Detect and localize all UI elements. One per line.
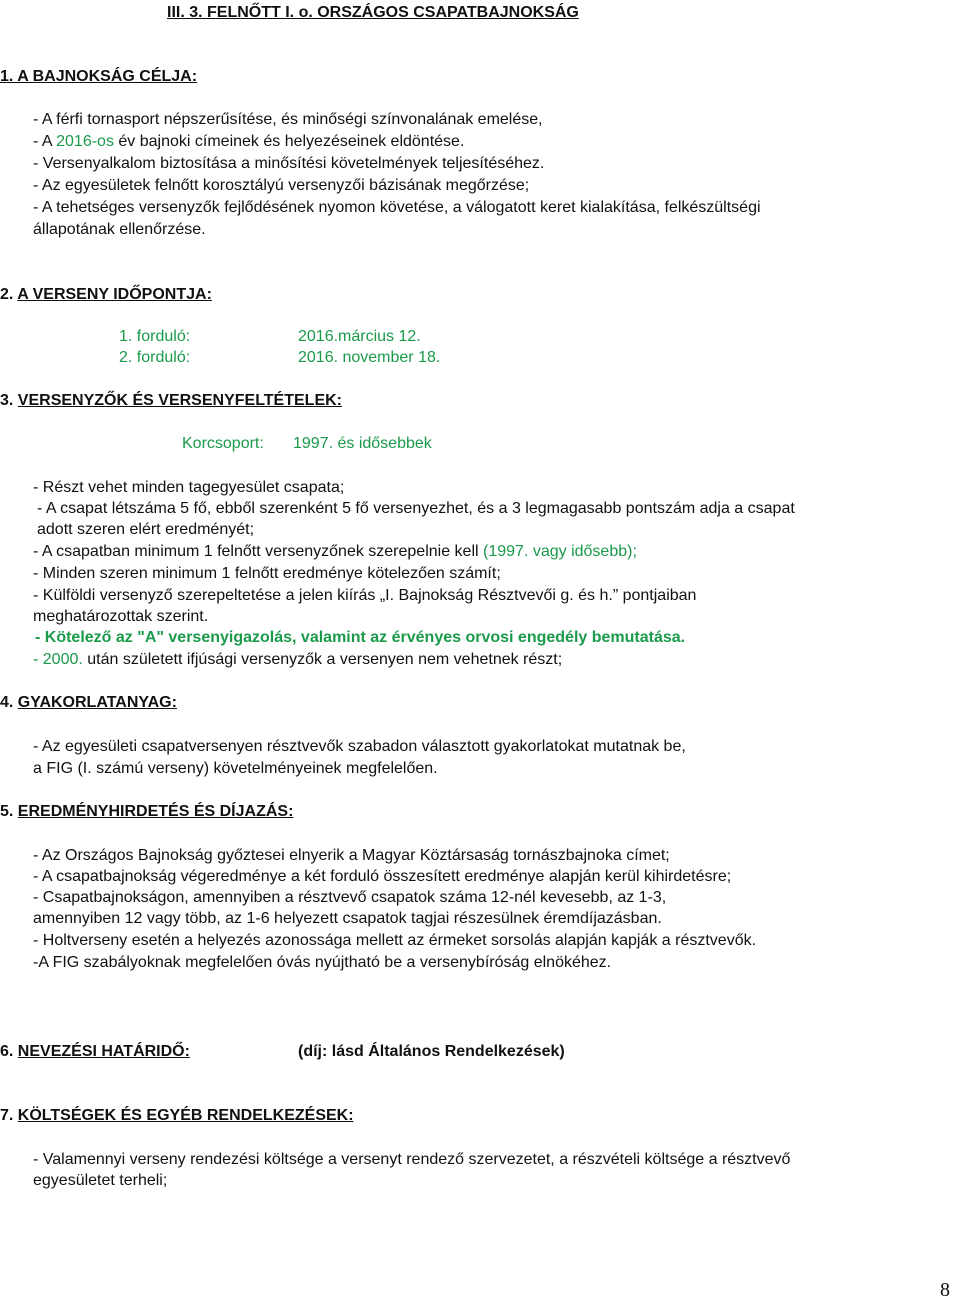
section-3-line-3: adott szeren elért eredményét; — [37, 521, 255, 538]
round-2-label: 2. forduló: — [119, 349, 191, 366]
section-7-heading: 7. KÖLTSÉGEK ÉS EGYÉB RENDELKEZÉSEK: — [0, 1107, 354, 1124]
section-6-heading: 6. NEVEZÉSI HATÁRIDŐ: — [0, 1043, 190, 1060]
section-1-line-4: - Az egyesületek felnőtt korosztályú versenyzői bázisának megőrzése; — [33, 177, 530, 194]
section-1-line-2: - A 2016-os év bajnoki címeinek és helyezéseinek eldöntése. — [33, 133, 465, 150]
section-3-heading: 3. VERSENYZŐK ÉS VERSENYFELTÉTELEK: — [0, 392, 342, 409]
section-3-line-9: - 2000. után született ifjúsági versenyzők a versenyen nem vehetnek részt; — [33, 651, 563, 668]
section-3-line-8: - Kötelező az "A" versenyigazolás, valamint az érvényes orvosi engedély bemutatása. — [35, 629, 686, 646]
age-group-value: 1997. és idősebbek — [293, 435, 432, 452]
section-4-line-2: a FIG (I. számú verseny) követelményeinek megfelelően. — [33, 760, 438, 777]
section-3-line-6: - Külföldi versenyző szerepeltetése a jelen kiírás „I. Bajnokság Résztvevői g. és h.” pontjaiban — [33, 587, 697, 604]
section-4-line-1: - Az egyesületi csapatversenyen résztvevők szabadon választott gyakorlatokat mutatnak be, — [33, 738, 686, 755]
section-7-line-1: - Valamennyi verseny rendezési költsége a versenyt rendező szervezetet, a részvételi költsége a résztvevő — [33, 1151, 791, 1168]
section-1-line-6: állapotának ellenőrzése. — [33, 221, 206, 238]
section-5-line-5: - Holtverseny esetén a helyezés azonossága mellett az érmeket sorsolás alapján kapják a résztvevők. — [33, 932, 757, 949]
section-3-line-7: meghatározottak szerint. — [33, 608, 209, 625]
section-5-heading: 5. EREDMÉNYHIRDETÉS ÉS DÍJAZÁS: — [0, 803, 294, 820]
section-1-line-5: - A tehetséges versenyzők fejlődésének nyomon követése, a válogatott keret kialakítása, felkészültségi — [33, 199, 761, 216]
round-1-date: 2016.március 12. — [298, 328, 421, 345]
section-4-heading: 4. GYAKORLATANYAG: — [0, 694, 177, 711]
section-5-line-2: - A csapatbajnokság végeredménye a két forduló összesített eredménye alapján kerül kihirdetésre; — [33, 868, 732, 885]
entry-fee-note: (díj: lásd Általános Rendelkezések) — [298, 1043, 565, 1060]
section-3-line-5: - Minden szeren minimum 1 felnőtt eredménye kötelezően számít; — [33, 565, 501, 582]
section-1-heading: 1. A BAJNOKSÁG CÉLJA: — [0, 68, 198, 85]
section-1-line-1: - A férfi tornasport népszerűsítése, és minőségi színvonalának emelése, — [33, 111, 543, 128]
round-2-date: 2016. november 18. — [298, 349, 441, 366]
age-group-label: Korcsoport: — [182, 435, 264, 452]
page-number: 8 — [940, 1279, 950, 1301]
section-5-line-4: amennyiben 12 vagy több, az 1-6 helyezett csapatok tagjai részesülnek éremdíjazásban. — [33, 910, 662, 927]
section-3-line-4: - A csapatban minimum 1 felnőtt versenyzőnek szerepelnie kell (1997. vagy idősebb); — [33, 543, 637, 560]
section-3-line-1: - Részt vehet minden tagegyesület csapata; — [33, 479, 345, 496]
round-1-label: 1. forduló: — [119, 328, 191, 345]
section-5-line-1: - Az Országos Bajnokság győztesei elnyerik a Magyar Köztársaság tornászbajnoka címet; — [33, 847, 670, 864]
section-5-line-6: -A FIG szabályoknak megfelelően óvás nyújtható be a versenybíróság elnökéhez. — [33, 954, 612, 971]
section-7-line-2: egyesületet terheli; — [33, 1172, 168, 1189]
document-title: III. 3. FELNŐTT I. o. ORSZÁGOS CSAPATBAJNOKSÁG — [167, 4, 579, 21]
section-2-heading: 2. A VERSENY IDŐPONTJA: — [0, 286, 212, 303]
section-1-line-3: - Versenyalkalom biztosítása a minősítési követelmények teljesítéséhez. — [33, 155, 545, 172]
section-5-line-3: - Csapatbajnokságon, amennyiben a résztvevő csapatok száma 12-nél kevesebb, az 1-3, — [33, 889, 667, 906]
section-3-line-2: - A csapat létszáma 5 fő, ebből szerenként 5 fő versenyezhet, és a 3 legmagasabb pontszám adja a csapat — [37, 500, 795, 517]
